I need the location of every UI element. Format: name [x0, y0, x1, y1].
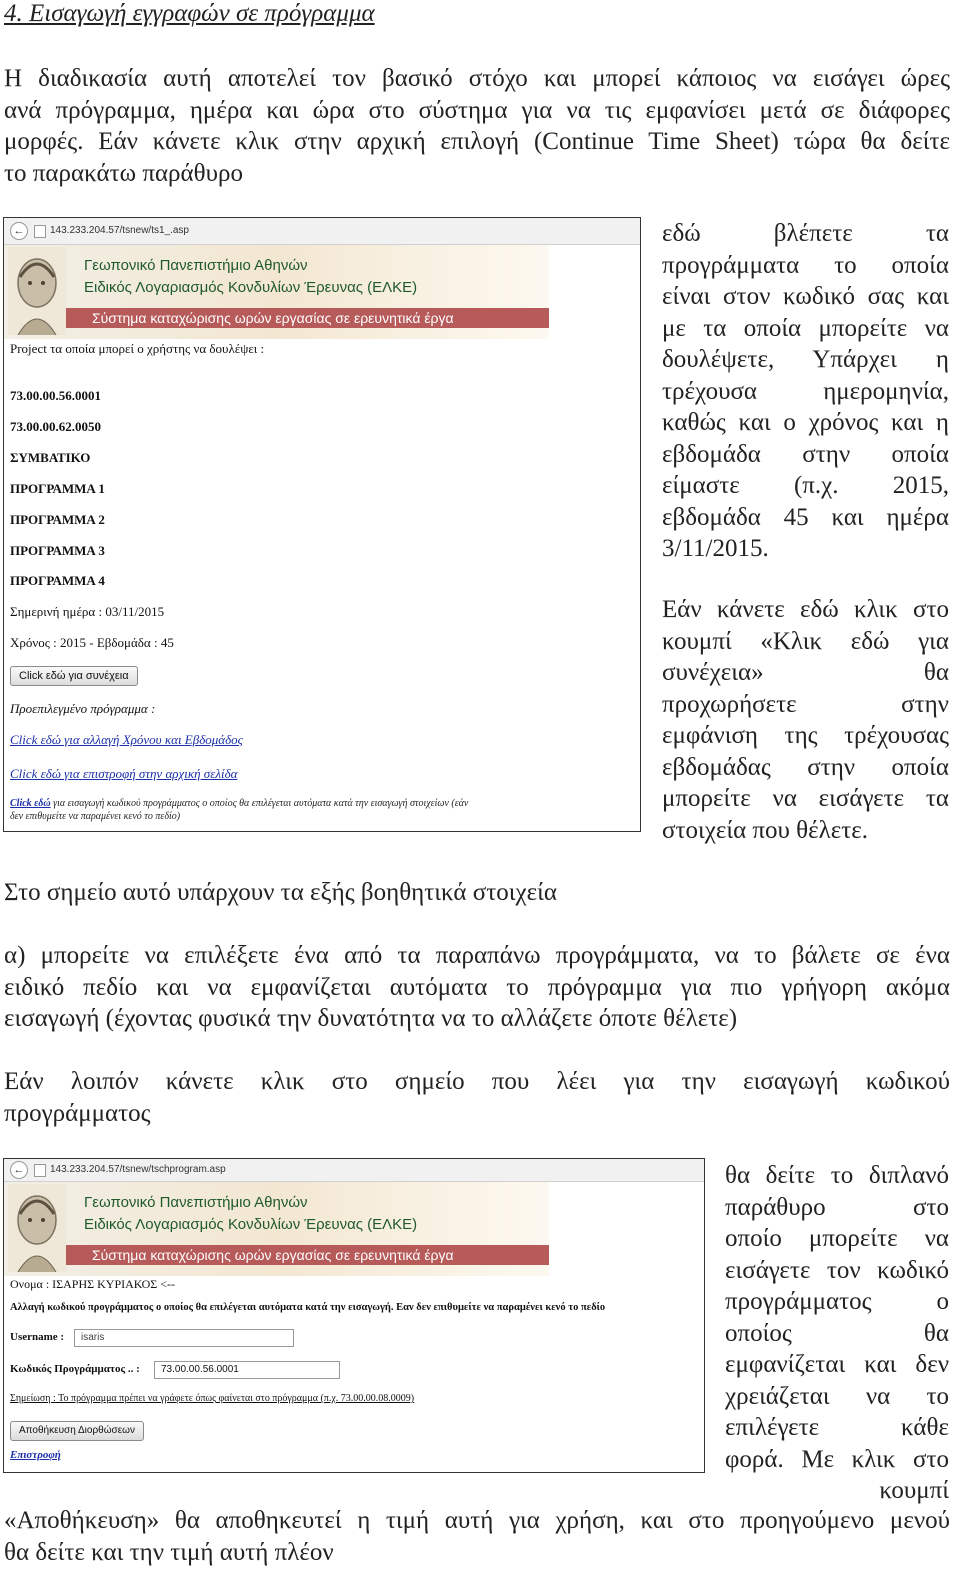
back-arrow-icon[interactable]: ← [10, 1161, 28, 1179]
side-line: εμφανίζεται και δεν [725, 1351, 949, 1378]
program-code-note-line2: δεν επιθυμείτε να παραμένει κενό το πεδίο) [10, 811, 181, 822]
final-line: θα δείτε και την τιμή αυτή πλέον [4, 1538, 334, 1566]
side-line: προγράμματος ο [725, 1288, 949, 1315]
project-item[interactable]: ΠΡΟΓΡΑΜΜΑ 4 [10, 573, 105, 588]
project-item[interactable]: ΠΡΟΓΡΑΜΜΑ 2 [10, 512, 105, 527]
default-program-label: Προεπιλεγμένο πρόγραμμα : [10, 701, 156, 716]
change-program-text: Αλλαγή κωδικού προγράμματος ο οποίος θα επιλέγεται αυτόματα κατά την εισαγωγή. Εαν δεν επιθυμείτε να παραμένει κενό το πεδίο [10, 1302, 606, 1313]
browser-address-bar [4, 1159, 704, 1182]
browser-address-bar [4, 218, 640, 245]
banner-university: Γεωπονικό Πανεπιστήμιο Αθηνών [84, 1194, 308, 1211]
site-banner [4, 1182, 549, 1276]
side-line: είναι στον κωδικό σας και [662, 283, 949, 310]
side-line: προχωρήσετε στην [662, 690, 949, 718]
para-line: εισαγωγή (έχοντας φυσικά την δυνατότητα να το αλλάζετε όποτε θέλετε) [4, 1005, 738, 1032]
project-item[interactable]: 73.00.00.56.0001 [10, 388, 101, 403]
banner-university: Γεωπονικό Πανεπιστήμιο Αθηνών [84, 257, 308, 274]
side-line: είμαστε (π.χ. 2015, [662, 472, 949, 499]
page-icon [34, 225, 46, 238]
screenshot-timesheet-start [3, 217, 641, 832]
side-line: φορά. Με κλικ στο [725, 1445, 949, 1473]
projects-label: Project τα οποία μπορεί ο χρήστης να δουλέψει : [10, 341, 265, 356]
side-line: εβδομάδα στην οποία [662, 440, 949, 468]
side-line: κουμπί [879, 1477, 949, 1504]
side-line: χρειάζεται να το [725, 1382, 949, 1410]
side-line: εμφάνιση της τρέχουσας [662, 722, 949, 749]
program-code-link[interactable]: Click εδώ [10, 798, 51, 809]
project-item[interactable]: ΠΡΟΓΡΑΜΜΑ 1 [10, 481, 105, 496]
portrait-logo [8, 247, 66, 335]
intro-paragraph [4, 63, 950, 189]
para-line: ειδικό πεδίο και να εμφανίζεται αυτόματα το πρόγραμμα για πιο γρήγορη ακόμα [4, 973, 950, 1001]
paragraph-a [4, 940, 950, 1035]
side-line: εδώ βλέπετε τα [662, 220, 949, 247]
side-line: 3/11/2015. [662, 535, 769, 562]
banner-account: Ειδικός Λογαριασμός Κονδυλίων Έρευνας (ΕΛΚΕ) [84, 1216, 418, 1233]
banner-system: Σύστημα καταχώρισης ωρών εργασίας σε ερευνητικά έργα [92, 310, 454, 326]
side-line: στοιχεία που θέλετε. [662, 816, 869, 844]
side-line: θα δείτε το διπλανό [725, 1162, 949, 1189]
side-line: Εάν κάνετε εδώ κλικ στο [662, 596, 949, 623]
url-text: 143.233.204.57/tsnew/tschprogram.asp [50, 1164, 226, 1175]
username-label: Username : [10, 1331, 65, 1343]
section-heading: 4. Εισαγωγή εγγραφών σε πρόγραμμα [4, 0, 375, 27]
aids-heading: Στο σημείο αυτό υπάρχουν τα εξής βοηθητικά στοιχεία [4, 879, 557, 906]
intro-line: το παρακάτω παράθυρο [4, 159, 243, 187]
back-link[interactable]: Επιστροφή [10, 1449, 61, 1461]
side-line: εισάγετε τον κωδικό [725, 1256, 949, 1284]
intro-line: ανά πρόγραμμα, ημέρα και ώρα στο σύστημα για να τις εμφανίσει μετά σε διάφορες [4, 96, 950, 124]
side-description-1 [662, 218, 949, 565]
save-changes-button[interactable]: Αποθήκευση Διορθώσεων [10, 1421, 144, 1441]
current-date: Σημερινή ημέρα : 03/11/2015 [10, 604, 165, 619]
continue-button[interactable]: Click εδώ για συνέχεια [10, 666, 138, 686]
side-line: με τα οποία μπορείτε να [662, 314, 949, 342]
site-banner [4, 245, 549, 339]
portrait-logo [8, 1184, 66, 1272]
username-input[interactable]: isaris [74, 1329, 294, 1347]
project-item[interactable]: ΣΥΜΒΑΤΙΚΟ [10, 450, 91, 465]
home-page-link[interactable]: Click εδώ για επιστροφή στην αρχική σελίδα [10, 766, 238, 781]
banner-system: Σύστημα καταχώρισης ωρών εργασίας σε ερευνητικά έργα [92, 1247, 454, 1263]
final-line: «Αποθήκευση» θα αποθηκευτεί η τιμή αυτή για χρήση, και στο προηγούμενο μενού [4, 1507, 950, 1534]
user-name: Ονομα : ΙΣΑΡΗΣ ΚΥΡΙΑΚΟΣ <-- [10, 1277, 176, 1291]
side-line: εβδομάδα 45 και ημέρα [662, 503, 949, 531]
side-line: καθώς και ο χρόνος και η [662, 409, 949, 436]
program-code-label: Κωδικός Προγράμματος .. : [10, 1363, 140, 1375]
banner-account: Ειδικός Λογαριασμός Κονδυλίων Έρευνας (ΕΛΚΕ) [84, 279, 418, 296]
paragraph-b [4, 1066, 950, 1129]
note-text: για εισαγωγή κωδικού προγράμματος ο οποίος θα επιλέγεται αυτόματα κατά την εισαγωγή στοιχείων (εάν [50, 798, 469, 809]
page-icon [34, 1164, 46, 1177]
intro-line: μορφές. Εάν κάνετε κλικ στην αρχική επιλογή (Continue Time Sheet) τώρα θα δείτε [4, 128, 950, 155]
screenshot-program-code [3, 1158, 705, 1473]
year-week: Χρόνος : 2015 - Εβδομάδα : 45 [10, 635, 174, 650]
side-line: τρέχουσα ημερομηνία, [662, 377, 949, 405]
back-arrow-icon[interactable]: ← [10, 222, 28, 240]
side-line: οποίος θα [725, 1319, 949, 1347]
program-code-note [10, 798, 468, 809]
side-line: δουλέψετε, Υπάρχει η [662, 346, 949, 373]
side-line: προγράμματα το οποία [662, 251, 949, 279]
side-line: συνέχεια» θα [662, 659, 949, 686]
para-line: Εάν λοιπόν κάνετε κλικ στο σημείο που λέει για την εισαγωγή κωδικού [4, 1068, 950, 1095]
project-item[interactable]: 73.00.00.62.0050 [10, 419, 101, 434]
program-code-input[interactable]: 73.00.00.56.0001 [154, 1361, 340, 1379]
side-line: επιλέγετε κάθε [725, 1414, 949, 1441]
project-item[interactable]: ΠΡΟΓΡΑΜΜΑ 3 [10, 543, 105, 558]
side-line: κουμπί «Κλικ εδώ για [662, 627, 949, 655]
para-line: α) μπορείτε να επιλέξετε ένα από τα παραπάνω προγράμματα, να το βάλετε σε ένα [4, 942, 950, 969]
intro-line: Η διαδικασία αυτή αποτελεί τον βασικό στόχο και μπορεί κάποιος να εισάγει ώρες [4, 65, 950, 92]
side-line: οποίο μπορείτε να [725, 1225, 949, 1252]
para-line: προγράμματος [4, 1099, 151, 1127]
side-line: μπορείτε να εισάγετε τα [662, 785, 949, 812]
side-description-2 [662, 594, 949, 846]
url-text: 143.233.204.57/tsnew/ts1_.asp [50, 225, 189, 236]
side-line: παράθυρο στο [725, 1193, 949, 1221]
side-description-3 [725, 1160, 949, 1507]
change-year-week-link[interactable]: Click εδώ για αλλαγή Χρόνου και Εβδομάδος [10, 732, 243, 747]
side-line: εβδομάδας στην οποία [662, 753, 949, 781]
final-paragraph [4, 1505, 950, 1568]
caution-text: Σημείωση : Το πρόγραμμα πρέπει να γράφετε όπως φαίνεται στο πρόγραμμα (π.χ. 73.00.00.08.0009) [10, 1393, 415, 1404]
